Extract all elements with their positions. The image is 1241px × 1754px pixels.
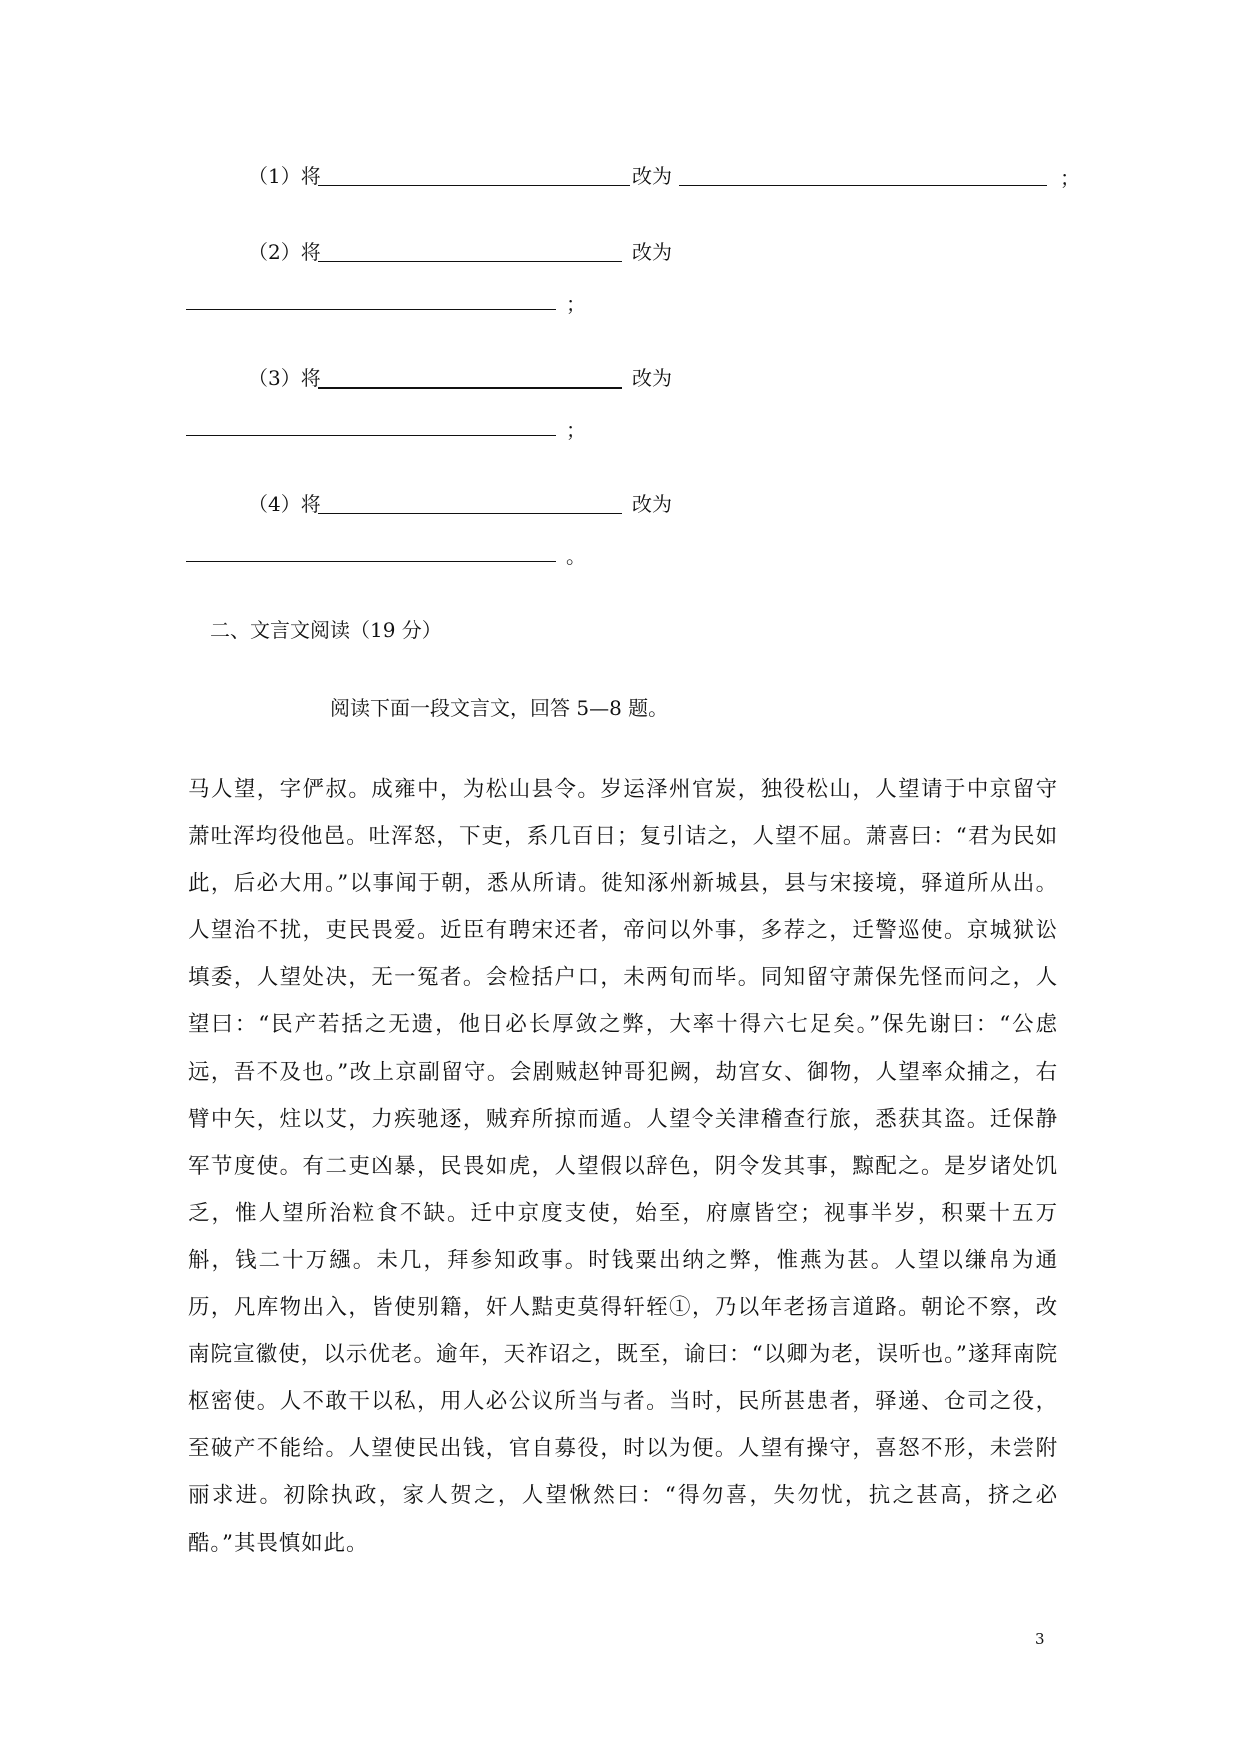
question-2-end-punct: ； xyxy=(566,292,586,316)
question-1-label: （1）将 xyxy=(248,164,321,188)
question-1-change-label: 改为 xyxy=(632,164,672,188)
classical-passage xyxy=(188,766,1058,1567)
question-4-change-label: 改为 xyxy=(632,492,672,516)
question-3-original-blank[interactable] xyxy=(318,387,622,389)
question-3-end-punct: ； xyxy=(566,418,586,442)
question-4-original-blank[interactable] xyxy=(318,513,622,514)
question-1-revised-blank[interactable] xyxy=(679,185,1047,186)
question-2-revised-blank[interactable] xyxy=(186,309,556,310)
passage-text: 马人望，字俨叔。成雍中，为松山县令。岁运泽州官炭，独役松山，人望请于中京留守萧吐浑均役他邑。吐浑怒，下吏，系几百日；复引诘之，人望不屈。萧喜曰：“君为民如此，后必大用。”以事闻于朝，悉从所请。徙知涿州新城县，县与宋接境，驿道所从出。人望治不扰，吏民畏爱。近臣有聘宋还者，帝问以外事，多荐之，迁警巡使。京城狱讼填委，人望处决，无一冤者。会检括户口，未两旬而毕。同知留守萧保先怪而问之，人望曰：“民产若括之无遗，他日必长厚敛之弊，大率十得六七足矣。”保先谢曰：“公虑远，吾不及也。”改上京副留守。会剧贼赵钟哥犯阙，劫宫女、御物，人望率众捕之，右臂中矢，炷以艾，力疾驰逐，贼弃所掠而遁。人望令关津稽查行旅，悉获其盗。迁保静军节度使。有二吏凶暴，民畏如虎，人望假以辞色，阴令发其事，黥配之。是岁诸处饥乏，惟人望所治粒食不缺。迁中京度支使，始至，府廪皆空；视事半岁，积粟十五万斛，钱二十万繦。未几，拜参知政事。时钱粟出纳之弊，惟燕为甚。人望以缣帛为通历，凡库物出入，皆使别籍，奸人黠吏莫得轩轾①，乃以年老扬言道路。朝论不察，改南院宣徽使，以示优老。逾年，天祚诏之，既至，谕曰：“以卿为老，误听也。”遂拜南院枢密使。人不敢干以私，用人必公议所当与者。当时，民所甚患者，驿递、仓司之役，至破产不能给。人望使民出钱，官自募役，时以为便。人望有操守，喜怒不形，未尝附丽求进。初除执政，家人贺之，人望愀然曰：“得勿喜，失勿忧，抗之甚高，挤之必酷。”其畏慎如此。 xyxy=(188,777,1058,1556)
question-3-revised-blank[interactable] xyxy=(186,435,556,436)
reading-instruction: 阅读下面一段文言文，回答 5—8 题。 xyxy=(330,696,669,720)
question-2-change-label: 改为 xyxy=(632,240,672,264)
question-4-end-punct: 。 xyxy=(566,544,586,568)
section-heading: 二、文言文阅读（19 分） xyxy=(210,618,442,642)
question-3-change-label: 改为 xyxy=(632,366,672,390)
page-number: 3 xyxy=(1035,1630,1045,1648)
question-1-original-blank[interactable] xyxy=(318,185,630,186)
question-4-revised-blank[interactable] xyxy=(186,561,556,562)
question-2-original-blank[interactable] xyxy=(318,261,622,262)
question-2-label: （2）将 xyxy=(248,240,321,264)
question-3-label: （3）将 xyxy=(248,366,321,390)
question-1-end-punct: ； xyxy=(1060,166,1080,190)
question-4-label: （4）将 xyxy=(248,492,321,516)
